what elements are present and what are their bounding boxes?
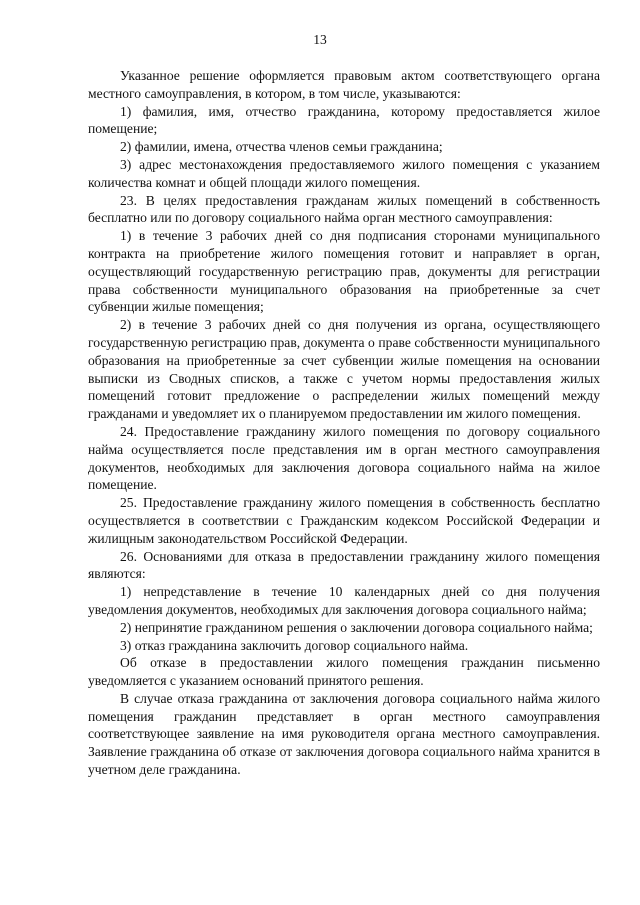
document-body <box>88 67 600 779</box>
paragraph-section-26-item-3: 3) отказ гражданина заключить договор социального найма. <box>120 637 469 653</box>
paragraph-section-23-item-2: 2) в течение 3 рабочих дней со дня получения из органа, осуществляющего государственную регистрацию прав, документа о праве собственности муниципального образования на приобретенные за счет субвенции жилые помещения на основании выписки из Сводных списков, а также с учетом нормы предоставления жилых помещений готовит предложение о распределении жилых помещений между гражданами и уведомляет их о планируемом предоставлении им жилого помещения. <box>88 317 600 422</box>
page-number: 13 <box>313 32 327 47</box>
paragraph-section-26-item-1: 1) непредставление в течение 10 календарных дней со дня получения уведомления документов, необходимых для заключения договора социального найма; <box>88 584 600 617</box>
paragraph-item-3-address: 3) адрес местонахождения предоставляемого жилого помещения с указанием количества комнат и общей площади жилого помещения. <box>88 156 600 190</box>
paragraph-section-24: 24. Предоставление гражданину жилого помещения по договору социального найма осуществляется после представления им в орган местного самоуправления документов, необходимых для заключения договора социального найма на жилое помещение. <box>88 423 600 493</box>
paragraph-refusal-statement: В случае отказа гражданина от заключения договора социального найма жилого помещения гражданин представляет в орган местного самоуправления соответствующее заявление на имя руководителя органа местного самоуправления. Заявление гражданина об отказе от заключения договора социального найма хранится в учетном деле гражданина. <box>88 690 600 778</box>
paragraph-section-23: 23. В целях предоставления гражданам жилых помещений в собственность бесплатно или по договору социального найма орган местного самоуправления: <box>88 192 600 226</box>
paragraph-decision-intro: Указанное решение оформляется правовым актом соответствующего органа местного самоуправления, в котором, в том числе, указываются: <box>88 68 600 101</box>
paragraph-item-1-name: 1) фамилия, имя, отчество гражданина, которому предоставляется жилое помещение; <box>88 103 600 137</box>
paragraph-refusal-notice: Об отказе в предоставлении жилого помещения гражданин письменно уведомляется с указанием оснований принятого решения. <box>88 655 600 689</box>
paragraph-section-26-item-2: 2) непринятие гражданином решения о заключении договора социального найма; <box>120 619 593 635</box>
paragraph-section-26: 26. Основаниями для отказа в предоставлении гражданину жилого помещения являются: <box>88 548 600 582</box>
paragraph-section-23-item-1: 1) в течение 3 рабочих дней со дня подписания сторонами муниципального контракта на приобретение жилого помещения готовит и направляет в орган, осуществляющий государственную регистрацию прав, документы для регистрации права собственности муниципального образования на приобретенные за счет субвенции жилые помещения; <box>88 228 600 315</box>
paragraph-item-2-family: 2) фамилии, имена, отчества членов семьи гражданина; <box>120 139 443 155</box>
paragraph-section-25: 25. Предоставление гражданину жилого помещения в собственность бесплатно осуществляется в соответствии с Гражданским кодексом Российской Федерации и жилищным законодательством Российской Федерации. <box>88 495 600 546</box>
